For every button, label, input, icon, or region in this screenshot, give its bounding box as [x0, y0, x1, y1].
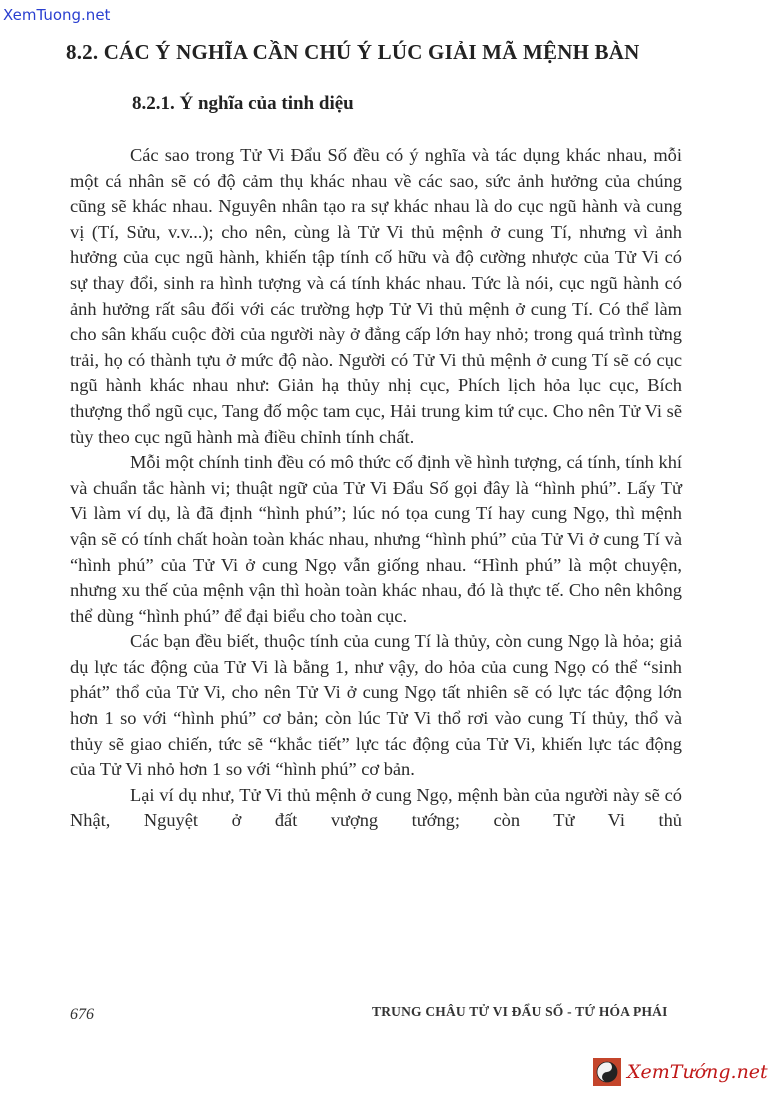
yin-yang-icon [593, 1058, 621, 1086]
watermark-site-link[interactable]: XemTuong.net [3, 6, 111, 24]
paragraph: Các sao trong Tử Vi Đẩu Số đều có ý nghĩa và tác dụng khác nhau, mỗi một cá nhân sẽ có độ cảm thụ khác nhau về các sao, sức ảnh hưởng của chúng cũng sẽ khác nhau. Nguyên nhân tạo ra sự khác nhau là do cục ngũ hành và cung vị (Tí, Sửu, v.v...); cho nên, cùng là Tử Vi thủ mệnh ở cung Tí, nhưng vì ảnh hưởng của cục ngũ hành, khiến tập tính cố hữu và độ cường nhược của Tử Vi có sự thay đổi, sinh ra hình tượng và cá tính khác nhau. Tức là nói, cục ngũ hành có ảnh hưởng rất sâu đối với các trường hợp Tử Vi thủ mệnh ở cung Tí. Có thể làm cho sân khấu cuộc đời của người này ở đẳng cấp lớn hay nhỏ; trong quá trình từng trải, họ có thành tựu ở mức độ nào. Người có Tử Vi thủ mệnh ở cung Tí sẽ có cục ngũ hành khác nhau như: Giản hạ thủy nhị cục, Phích lịch hỏa lục cục, Bích thượng thổ ngũ cục, Tang đố mộc tam cục, Hải trung kim tứ cục. Cho nên Tử Vi sẽ tùy theo cục ngũ hành mà điều chỉnh tính chất. [70, 145, 682, 447]
body-text [70, 143, 682, 834]
paragraph: Mỗi một chính tinh đều có mô thức cố định về hình tượng, cá tính, tính khí và chuẩn tắc hành vi; thuật ngữ của Tử Vi Đẩu Số gọi đây là “hình phú”. Lấy Tử Vi làm ví dụ, là đã định “hình phú”; lúc nó tọa cung Tí hay cung Ngọ, thì mệnh vận sẽ có tính chất hoàn toàn khác nhau, nhưng “hình phú” của Tử Vi ở cung Tí và “hình phú” của Tử Vi ở cung Ngọ vẫn giống nhau. “Hình phú” là một chuyện, nhưng xu thế của mệnh vận thì hoàn toàn khác nhau, đó là thực tế. Cho nên không thể dùng “hình phú” để đại biểu cho toàn cục. [70, 452, 682, 626]
running-footer-title: TRUNG CHÂU TỬ VI ĐẨU SỐ - TỨ HÓA PHÁI [372, 1004, 668, 1019]
page-number: 676 [70, 1006, 94, 1023]
page-title: 8.2. CÁC Ý NGHĨA CẦN CHÚ Ý LÚC GIẢI MÃ MỆNH BÀN [66, 40, 640, 64]
section-title: 8.2.1. Ý nghĩa của tinh diệu [132, 93, 354, 114]
logo-text: XemTướng.net [627, 1061, 768, 1083]
paragraph: Lại ví dụ như, Tử Vi thủ mệnh ở cung Ngọ, mệnh bàn của người này sẽ có Nhật, Nguyệt ở đất vượng tướng; còn Tử Vi thủ [70, 784, 682, 831]
site-logo[interactable] [593, 1058, 768, 1086]
paragraph: Các bạn đều biết, thuộc tính của cung Tí là thủy, còn cung Ngọ là hỏa; giả dụ lực tác động của Tử Vi là bằng 1, như vậy, do hỏa của cung Ngọ có thể “sinh phát” thổ của Tử Vi, cho nên Tử Vi ở cung Ngọ tất nhiên sẽ có lực tác động lớn hơn 1 so với “hình phú” cơ bản; còn lúc Tử Vi thổ rơi vào cung Tí thủy, thổ và thủy sẽ giao chiến, tức sẽ “khắc tiết” lực tác động của Tử Vi, khiến lực tác động của Tử Vi nhỏ hơn 1 so với “hình phú” cơ bản. [70, 631, 682, 780]
